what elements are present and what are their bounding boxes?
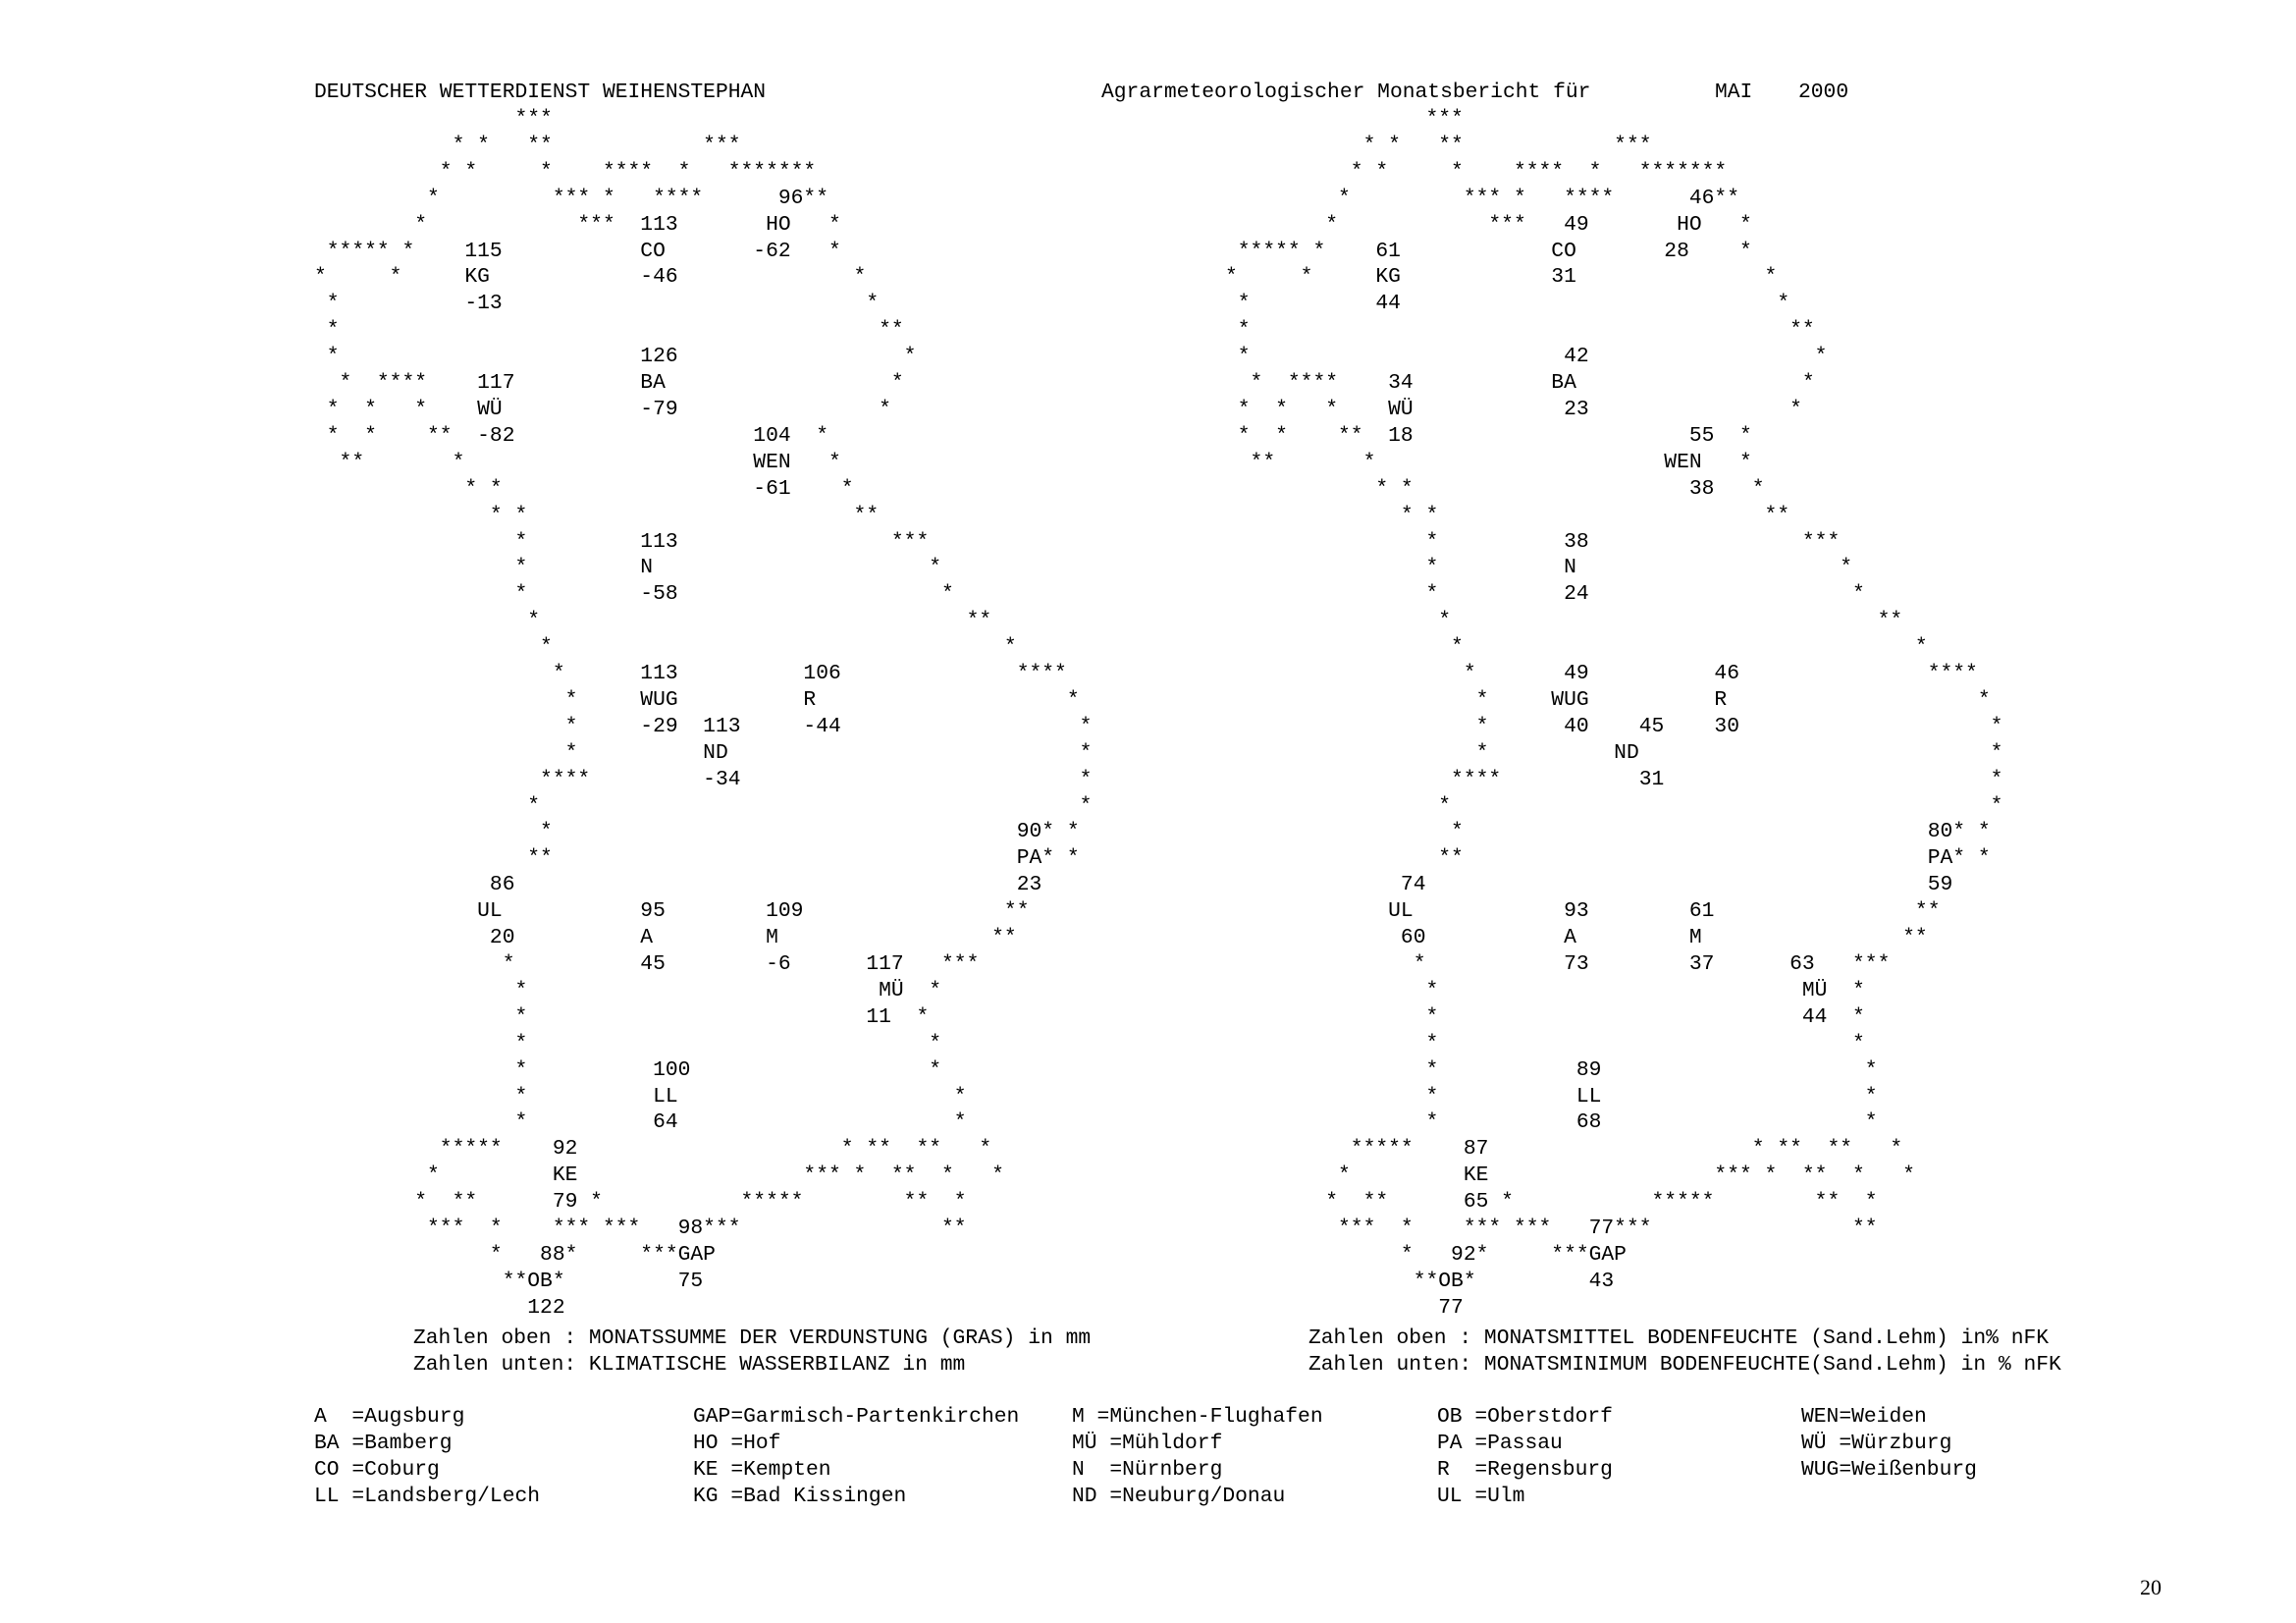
map-line: * 73 37 63 *** [1413, 952, 1891, 976]
map-line: * KE *** * ** * * [427, 1163, 1004, 1188]
legend-item: OB =Oberstdorf [1437, 1405, 1613, 1429]
map-line: **** 31 * [1451, 767, 2003, 791]
map-line: ***** 92 * ** ** * [439, 1137, 992, 1162]
map-line: * 100 * [514, 1057, 942, 1082]
map-line: ***** 87 * ** ** * [1350, 1137, 1903, 1162]
map-line: * * [1451, 635, 1928, 660]
legend-item: WUG=Weißenburg [1801, 1458, 1977, 1482]
map-line: ** * WEN * [1250, 450, 1752, 474]
map-line: * 44 * [1237, 292, 1790, 316]
evaporation-map-ascii [314, 106, 1092, 1322]
legend-item: PA =Passau [1437, 1432, 1563, 1455]
map-line: ** PA* * [527, 846, 1080, 871]
map-line: * 38 *** [1425, 529, 1841, 554]
map-line: * 113 *** [514, 529, 930, 554]
map-line: * * ** [489, 503, 880, 527]
header-month: MAI [1715, 81, 1753, 104]
map-line: 86 23 [489, 873, 1042, 897]
map-line: * * [1438, 793, 2003, 818]
page-number: 20 [2140, 1575, 2162, 1599]
map-line: * 113 106 **** [552, 662, 1067, 686]
left-caption-top: Zahlen oben : MONATSSUMME DER VERDUNSTUNG (GRAS) in mm [413, 1326, 1092, 1350]
map-line: * LL * [514, 1084, 967, 1109]
legend-item: MÜ =Mühldorf [1072, 1432, 1223, 1455]
map-line: * 11 * [514, 1004, 930, 1029]
legend-item: HO =Hof [693, 1432, 781, 1455]
legend-item: CO =Coburg [314, 1458, 440, 1482]
legend-item: WEN=Weiden [1801, 1405, 1927, 1429]
map-line: * LL * [1425, 1084, 1878, 1109]
map-line: * ND * [564, 740, 1093, 765]
map-line: * ** [1237, 318, 1815, 343]
map-line: * * ** *** [1362, 133, 1652, 157]
map-line: * * * WÜ -79 * [326, 397, 891, 421]
map-line: 20 A M ** [489, 926, 1017, 950]
map-line: * *** 113 HO * [414, 212, 841, 237]
map-line: * -13 * [326, 292, 880, 316]
soil-moisture-map-ascii [1225, 106, 2002, 1322]
legend-item: A =Augsburg [314, 1405, 465, 1429]
map-line: * 24 * [1425, 582, 1865, 607]
map-line: * -58 * [514, 582, 954, 607]
map-line: *** * *** *** 98*** ** [427, 1217, 967, 1241]
map-line: ** PA* * [1438, 846, 1991, 871]
map-line: * ** 65 * ***** ** * [1325, 1190, 1878, 1215]
map-line: **OB* 43 [1413, 1269, 1615, 1293]
map-line: UL 93 61 ** [1388, 899, 1941, 924]
legend-item: BA =Bamberg [314, 1432, 453, 1455]
map-line: * ND * [1475, 740, 2003, 765]
map-line: * * ** -82 104 * [326, 423, 828, 448]
map-line: **** -34 * [540, 767, 1093, 791]
map-line: * WUG R * [564, 687, 1080, 712]
map-line: * * * WÜ 23 * [1237, 397, 1802, 421]
map-line: * 90* * [540, 820, 1080, 844]
map-line: * 44 * [1425, 1004, 1865, 1029]
map-line: * WUG R * [1475, 687, 1991, 712]
map-line: * N * [514, 556, 942, 580]
map-line: * MÜ * [1425, 978, 1865, 1002]
map-line: 60 A M ** [1400, 926, 1928, 950]
legend-item: WÜ =Würzburg [1801, 1432, 1952, 1455]
map-line: * * [1425, 1031, 1865, 1055]
map-line: * -29 113 -44 * [564, 714, 1093, 738]
map-line: * **** 34 BA * [1250, 371, 1815, 396]
map-line: *** [1425, 107, 1464, 131]
map-line: * 68 * [1425, 1110, 1878, 1135]
map-line: ** * WEN * [339, 450, 841, 474]
map-line: * 45 -6 117 *** [502, 952, 980, 976]
map-line: *** [514, 107, 553, 131]
legend-item: KE =Kempten [693, 1458, 831, 1482]
map-line: * ** [527, 609, 992, 633]
map-line: * * [527, 793, 1093, 818]
legend-item: M =München-Flughafen [1072, 1405, 1323, 1429]
right-caption-bottom: Zahlen unten: MONATSMINIMUM BODENFEUCHTE(Sand.Lehm) in % nFK [1308, 1353, 2061, 1377]
left-caption-bottom: Zahlen unten: KLIMATISCHE WASSERBILANZ in mm [413, 1353, 966, 1377]
map-line: *** * *** *** 77*** ** [1338, 1217, 1878, 1241]
map-line: * MÜ * [514, 978, 942, 1002]
map-line: * 80* * [1451, 820, 1991, 844]
map-line: * 40 45 30 * [1475, 714, 2003, 738]
map-line: ***** * 61 CO 28 * [1237, 239, 1752, 263]
map-line: * * [514, 1031, 942, 1055]
map-line: 77 [1438, 1295, 1464, 1320]
map-line: * * ** 18 55 * [1237, 423, 1752, 448]
map-line: * * * **** * ******* [439, 159, 817, 184]
map-line: * * KG 31 * [1225, 265, 1778, 290]
map-line: * *** * **** 46** [1338, 186, 1739, 210]
legend-item: ND =Neuburg/Donau [1072, 1485, 1286, 1508]
map-line: * 64 * [514, 1110, 967, 1135]
legend-item: GAP=Garmisch-Partenkirchen [693, 1405, 1020, 1429]
map-line: * * -61 * [464, 476, 854, 501]
map-line: ***** * 115 CO -62 * [326, 239, 841, 263]
map-line: * * 38 * [1375, 476, 1765, 501]
map-line: 122 [527, 1295, 565, 1320]
map-line: * *** * **** 96** [427, 186, 828, 210]
map-line: * 89 * [1425, 1057, 1878, 1082]
map-line: * ** 79 * ***** ** * [414, 1190, 967, 1215]
map-line: * ** [1438, 609, 1903, 633]
map-line: * KE *** * ** * * [1338, 1163, 1915, 1188]
legend-item: R =Regensburg [1437, 1458, 1613, 1482]
legend-item: N =Nürnberg [1072, 1458, 1223, 1482]
header-right-title: Agrarmeteorologischer Monatsbericht für [1101, 81, 1591, 104]
map-line: * 49 46 **** [1463, 662, 1978, 686]
map-line: **OB* 75 [502, 1269, 704, 1293]
map-line: UL 95 109 ** [477, 899, 1030, 924]
map-line: * **** 117 BA * [339, 371, 904, 396]
legend-item: LL =Landsberg/Lech [314, 1485, 541, 1508]
map-line: * 42 * [1237, 345, 1828, 369]
right-caption-top: Zahlen oben : MONATSMITTEL BODENFEUCHTE (Sand.Lehm) in% nFK [1308, 1326, 2050, 1350]
map-line: * N * [1425, 556, 1853, 580]
header-year: 2000 [1798, 81, 1849, 104]
map-line: 74 59 [1400, 873, 1953, 897]
map-line: * * ** *** [452, 133, 741, 157]
map-line: * 92* ***GAP [1400, 1242, 1627, 1267]
map-line: * 126 * [326, 345, 917, 369]
legend-item: UL =Ulm [1437, 1485, 1525, 1508]
map-line: * * ** [1400, 503, 1790, 527]
map-line: * *** 49 HO * [1325, 212, 1752, 237]
map-line: * ** [326, 318, 904, 343]
map-line: * * * **** * ******* [1350, 159, 1728, 184]
map-line: * * [540, 635, 1017, 660]
map-line: * 88* ***GAP [489, 1242, 716, 1267]
map-line: * * KG -46 * [314, 265, 867, 290]
header-left-title: DEUTSCHER WETTERDIENST WEIHENSTEPHAN [314, 81, 767, 104]
legend-item: KG =Bad Kissingen [693, 1485, 907, 1508]
